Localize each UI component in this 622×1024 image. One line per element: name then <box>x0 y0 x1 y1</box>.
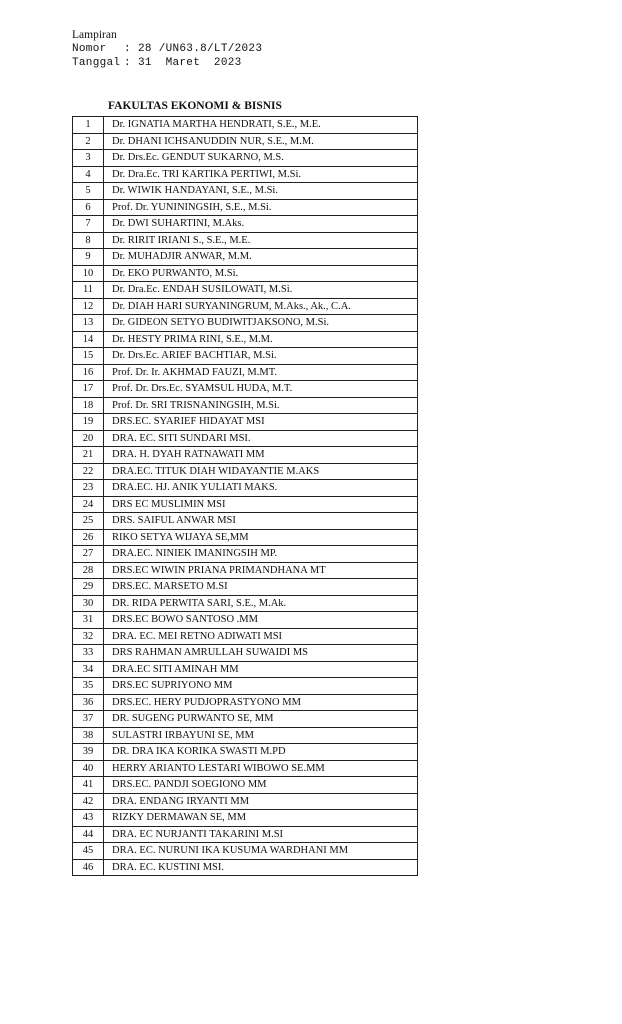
lecturer-name: Prof. Dr. SRI TRISNANINGSIH, M.Si. <box>104 397 418 414</box>
row-number: 9 <box>73 249 104 266</box>
row-number: 4 <box>73 166 104 183</box>
row-number: 45 <box>73 843 104 860</box>
lecturer-name: DRA. EC. MEI RETNO ADIWATI MSI <box>104 628 418 645</box>
row-number: 37 <box>73 711 104 728</box>
row-number: 1 <box>73 117 104 134</box>
table-row <box>73 661 418 678</box>
table-row <box>73 430 418 447</box>
lecturer-name: Dr. DHANI ICHSANUDDIN NUR, S.E., M.M. <box>104 133 418 150</box>
table-row <box>73 678 418 695</box>
table-row <box>73 711 418 728</box>
table-row <box>73 282 418 299</box>
row-number: 10 <box>73 265 104 282</box>
lecturer-name: DRS. SAIFUL ANWAR MSI <box>104 513 418 530</box>
row-number: 6 <box>73 199 104 216</box>
lecturer-name: DR. DRA IKA KORIKA SWASTI M.PD <box>104 744 418 761</box>
tanggal-label: Tanggal <box>72 57 121 69</box>
row-number: 33 <box>73 645 104 662</box>
lecturer-name: Dr. GIDEON SETYO BUDIWITJAKSONO, M.Si. <box>104 315 418 332</box>
table-row <box>73 265 418 282</box>
row-number: 30 <box>73 595 104 612</box>
row-number: 15 <box>73 348 104 365</box>
lecturer-name: Dr. Dra.Ec. TRI KARTIKA PERTIWI, M.Si. <box>104 166 418 183</box>
table-row <box>73 183 418 200</box>
row-number: 42 <box>73 793 104 810</box>
table-row <box>73 480 418 497</box>
lecturer-name: Dr. Dra.Ec. ENDAH SUSILOWATI, M.Si. <box>104 282 418 299</box>
nomor-row <box>72 42 262 56</box>
lecturer-name: DRS.EC SUPRIYONO MM <box>104 678 418 695</box>
table-row <box>73 645 418 662</box>
row-number: 18 <box>73 397 104 414</box>
row-number: 12 <box>73 298 104 315</box>
lecturer-name: DRS.EC BOWO SANTOSO .MM <box>104 612 418 629</box>
lecturer-name: Prof. Dr. Ir. AKHMAD FAUZI, M.MT. <box>104 364 418 381</box>
table-row <box>73 496 418 513</box>
table-row <box>73 348 418 365</box>
lecturer-name: Prof. Dr. YUNININGSIH, S.E., M.Si. <box>104 199 418 216</box>
lecturer-name: RIZKY DERMAWAN SE, MM <box>104 810 418 827</box>
lecturer-name: Dr. Drs.Ec. ARIEF BACHTIAR, M.Si. <box>104 348 418 365</box>
table-row <box>73 843 418 860</box>
table-row <box>73 150 418 167</box>
row-number: 3 <box>73 150 104 167</box>
lecturer-name: DRA. H. DYAH RATNAWATI MM <box>104 447 418 464</box>
row-number: 2 <box>73 133 104 150</box>
row-number: 38 <box>73 727 104 744</box>
row-number: 32 <box>73 628 104 645</box>
lecturer-name: DRA. ENDANG IRYANTI MM <box>104 793 418 810</box>
lecturer-name: Dr. DWI SUHARTINI, M.Aks. <box>104 216 418 233</box>
row-number: 46 <box>73 859 104 876</box>
tanggal-separator: : <box>124 57 131 69</box>
lecturer-name: DRA. EC. SITI SUNDARI MSI. <box>104 430 418 447</box>
tanggal-value: 31 Maret 2023 <box>138 57 242 69</box>
row-number: 17 <box>73 381 104 398</box>
row-number: 40 <box>73 760 104 777</box>
lecturer-name: DRS.EC. PANDJI SOEGIONO MM <box>104 777 418 794</box>
table-row <box>73 216 418 233</box>
nomor-separator: : <box>124 43 131 55</box>
row-number: 36 <box>73 694 104 711</box>
row-number: 20 <box>73 430 104 447</box>
table-row <box>73 232 418 249</box>
lecturer-name: DRA.EC SITI AMINAH MM <box>104 661 418 678</box>
table-row <box>73 397 418 414</box>
table-row <box>73 166 418 183</box>
row-number: 11 <box>73 282 104 299</box>
row-number: 31 <box>73 612 104 629</box>
table-row <box>73 546 418 563</box>
table-row <box>73 579 418 596</box>
nomor-label: Nomor <box>72 43 107 55</box>
lecturer-name: DRS RAHMAN AMRULLAH SUWAIDI MS <box>104 645 418 662</box>
table-row <box>73 859 418 876</box>
table-row <box>73 447 418 464</box>
table-row <box>73 249 418 266</box>
row-number: 21 <box>73 447 104 464</box>
lecturer-name: DR. SUGENG PURWANTO SE, MM <box>104 711 418 728</box>
row-number: 19 <box>73 414 104 431</box>
tanggal-row <box>72 56 262 70</box>
table-row <box>73 513 418 530</box>
lecturer-name: Dr. IGNATIA MARTHA HENDRATI, S.E., M.E. <box>104 117 418 134</box>
nomor-value: 28 /UN63.8/LT/2023 <box>138 43 263 55</box>
table-row <box>73 826 418 843</box>
lecturer-name: DRS EC MUSLIMIN MSI <box>104 496 418 513</box>
table-row <box>73 414 418 431</box>
row-number: 35 <box>73 678 104 695</box>
row-number: 7 <box>73 216 104 233</box>
lecturer-table <box>72 116 418 876</box>
row-number: 26 <box>73 529 104 546</box>
row-number: 41 <box>73 777 104 794</box>
table-row <box>73 760 418 777</box>
table-row <box>73 810 418 827</box>
row-number: 28 <box>73 562 104 579</box>
lecturer-name: Dr. RIRIT IRIANI S., S.E., M.E. <box>104 232 418 249</box>
row-number: 43 <box>73 810 104 827</box>
section-title: FAKULTAS EKONOMI & BISNIS <box>108 100 282 112</box>
table-row <box>73 744 418 761</box>
table-row <box>73 562 418 579</box>
row-number: 5 <box>73 183 104 200</box>
lampiran-label: Lampiran <box>72 29 117 41</box>
lecturer-table-body <box>73 117 418 876</box>
table-row <box>73 694 418 711</box>
table-row <box>73 199 418 216</box>
lecturer-name: DRA. EC NURJANTI TAKARINI M.SI <box>104 826 418 843</box>
lecturer-name: Prof. Dr. Drs.Ec. SYAMSUL HUDA, M.T. <box>104 381 418 398</box>
table-row <box>73 529 418 546</box>
lecturer-name: DRS.EC. SYARIEF HIDAYAT MSI <box>104 414 418 431</box>
row-number: 13 <box>73 315 104 332</box>
row-number: 23 <box>73 480 104 497</box>
table-row <box>73 793 418 810</box>
table-row <box>73 117 418 134</box>
row-number: 29 <box>73 579 104 596</box>
table-row <box>73 612 418 629</box>
row-number: 24 <box>73 496 104 513</box>
row-number: 39 <box>73 744 104 761</box>
row-number: 25 <box>73 513 104 530</box>
row-number: 16 <box>73 364 104 381</box>
lecturer-name: DRS.EC WIWIN PRIANA PRIMANDHANA MT <box>104 562 418 579</box>
lecturer-name: HERRY ARIANTO LESTARI WIBOWO SE.MM <box>104 760 418 777</box>
row-number: 44 <box>73 826 104 843</box>
table-row <box>73 777 418 794</box>
table-row <box>73 628 418 645</box>
lecturer-name: RIKO SETYA WIJAYA SE,MM <box>104 529 418 546</box>
lecturer-name: SULASTRI IRBAYUNI SE, MM <box>104 727 418 744</box>
lecturer-name: Dr. DIAH HARI SURYANINGRUM, M.Aks., Ak., C.A. <box>104 298 418 315</box>
table-row <box>73 298 418 315</box>
lecturer-name: Dr. WIWIK HANDAYANI, S.E., M.Si. <box>104 183 418 200</box>
lecturer-name: Dr. HESTY PRIMA RINI, S.E., M.M. <box>104 331 418 348</box>
table-row <box>73 595 418 612</box>
lecturer-name: Dr. Drs.Ec. GENDUT SUKARNO, M.S. <box>104 150 418 167</box>
table-row <box>73 727 418 744</box>
lecturer-name: DR. RIDA PERWITA SARI, S.E., M.Ak. <box>104 595 418 612</box>
table-row <box>73 331 418 348</box>
lecturer-name: DRA.EC. NINIEK IMANINGSIH MP. <box>104 546 418 563</box>
lecturer-name: DRA.EC. HJ. ANIK YULIATI MAKS. <box>104 480 418 497</box>
lecturer-name: DRS.EC. MARSETO M.SI <box>104 579 418 596</box>
lecturer-name: DRA.EC. TITUK DIAH WIDAYANTIE M.AKS <box>104 463 418 480</box>
lecturer-name: Dr. EKO PURWANTO, M.Si. <box>104 265 418 282</box>
row-number: 27 <box>73 546 104 563</box>
document-header <box>72 28 262 70</box>
table-row <box>73 381 418 398</box>
lecturer-name: DRA. EC. KUSTINI MSI. <box>104 859 418 876</box>
table-row <box>73 315 418 332</box>
lecturer-name: Dr. MUHADJIR ANWAR, M.M. <box>104 249 418 266</box>
lecturer-name: DRS.EC. HERY PUDJOPRASTYONO MM <box>104 694 418 711</box>
lecturer-name: DRA. EC. NURUNI IKA KUSUMA WARDHANI MM <box>104 843 418 860</box>
row-number: 8 <box>73 232 104 249</box>
table-row <box>73 133 418 150</box>
row-number: 34 <box>73 661 104 678</box>
row-number: 22 <box>73 463 104 480</box>
table-row <box>73 463 418 480</box>
table-row <box>73 364 418 381</box>
row-number: 14 <box>73 331 104 348</box>
